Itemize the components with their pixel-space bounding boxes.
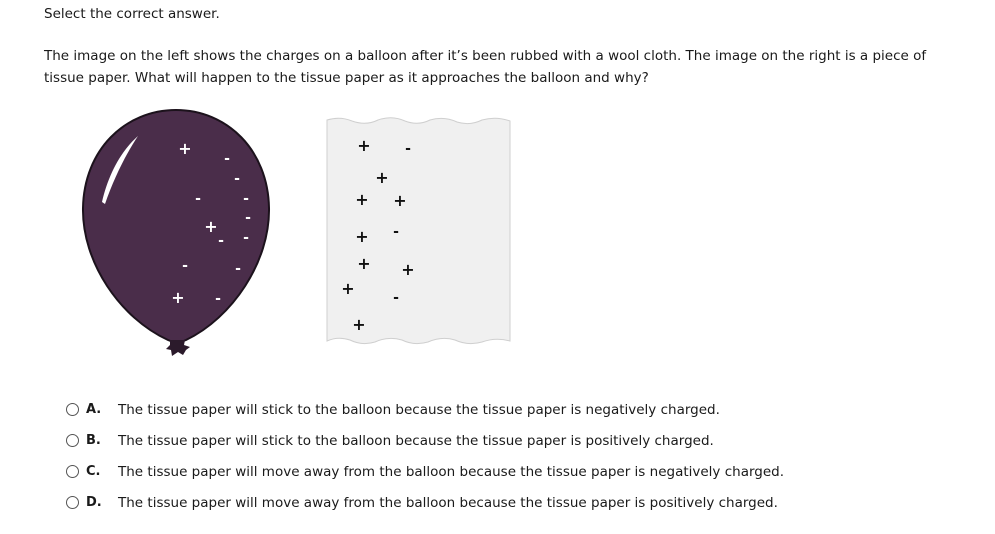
tissue-negative-charge: - — [393, 290, 399, 306]
tissue-negative-charge: - — [393, 224, 399, 240]
tissue-negative-charge: - — [405, 141, 411, 157]
balloon-positive-charge: + — [171, 288, 185, 307]
answer-options — [66, 394, 784, 518]
balloon-negative-charge: - — [182, 258, 188, 274]
balloon-negative-charge: - — [215, 291, 221, 307]
tissue-positive-charge: + — [393, 191, 407, 210]
tissue-positive-charge: + — [375, 168, 389, 187]
balloon-negative-charge: - — [218, 233, 224, 249]
option-a-letter: A. — [86, 402, 102, 417]
balloon-negative-charge: - — [243, 230, 249, 246]
radio-b[interactable] — [66, 434, 79, 447]
balloon-negative-charge: - — [243, 191, 249, 207]
option-a[interactable] — [66, 394, 784, 425]
radio-d[interactable] — [66, 496, 79, 509]
option-c-text: The tissue paper will move away from the balloon because the tissue paper is negatively charged. — [118, 463, 785, 480]
balloon-negative-charge: - — [235, 261, 241, 277]
option-b[interactable] — [66, 425, 784, 456]
option-b-text: The tissue paper will stick to the balloon because the tissue paper is positively charged. — [118, 432, 714, 449]
option-c-letter: C. — [86, 464, 101, 479]
option-d[interactable] — [66, 487, 784, 518]
balloon-body — [83, 110, 269, 342]
balloon-knot-icon — [166, 340, 190, 356]
radio-a[interactable] — [66, 403, 79, 416]
radio-c[interactable] — [66, 465, 79, 478]
balloon-positive-charge: + — [204, 217, 218, 236]
option-b-letter: B. — [86, 433, 101, 448]
tissue-positive-charge: + — [357, 254, 371, 273]
balloon-negative-charge: - — [195, 191, 201, 207]
tissue-positive-charge: + — [401, 260, 415, 279]
balloon-positive-charge: + — [178, 139, 192, 158]
option-d-letter: D. — [86, 495, 102, 510]
tissue-positive-charge: + — [352, 315, 366, 334]
tissue-paper-illustration — [327, 118, 510, 344]
option-a-text: The tissue paper will stick to the balloon because the tissue paper is negatively charged. — [118, 401, 720, 418]
balloon-negative-charge: - — [234, 171, 240, 187]
option-c[interactable] — [66, 456, 784, 487]
option-d-text: The tissue paper will move away from the balloon because the tissue paper is positively charged. — [118, 494, 778, 511]
tissue-positive-charge: + — [357, 136, 371, 155]
question-text: The image on the left shows the charges on a balloon after it’s been rubbed with a wool cloth. The image on the right is a piece of tissue paper. What will happen to the tissue paper as it approaches the balloon and why? — [44, 48, 927, 86]
tissue-positive-charge: + — [355, 190, 369, 209]
balloon-negative-charge: - — [224, 151, 230, 167]
tissue-positive-charge: + — [341, 279, 355, 298]
instruction-text: Select the correct answer. — [44, 6, 220, 22]
tissue-positive-charge: + — [355, 227, 369, 246]
balloon-negative-charge: - — [245, 210, 251, 226]
balloon-illustration — [83, 110, 269, 356]
